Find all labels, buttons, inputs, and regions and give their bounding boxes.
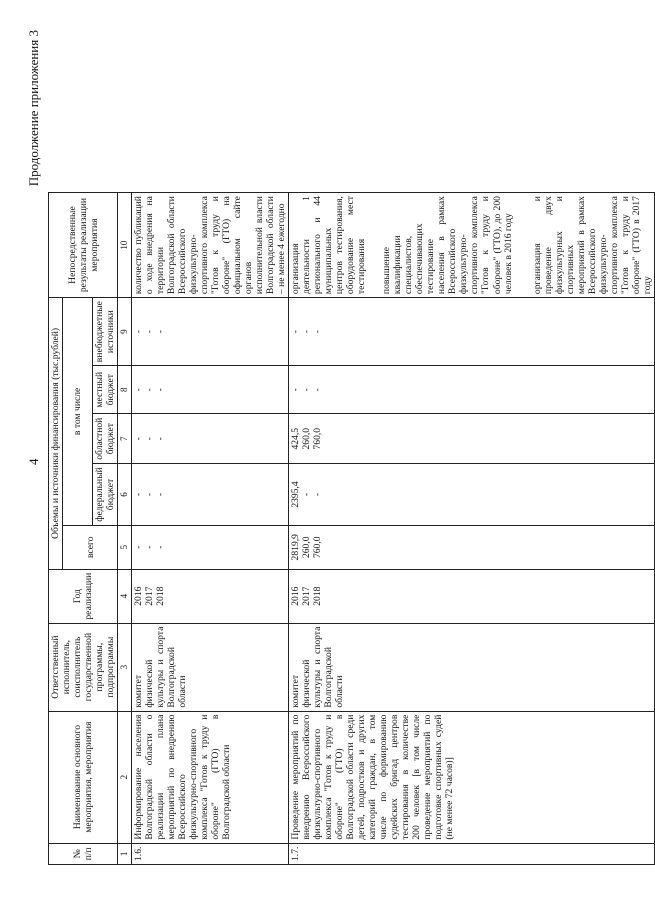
column-number-row — [118, 193, 131, 865]
appendix-heading: Продолжение приложения 3 — [26, 30, 41, 187]
column-number: 9 — [118, 298, 131, 366]
regional-cell — [288, 414, 654, 464]
amount-value: 424,5 — [289, 427, 301, 450]
activity-name: Проведение мероприятий по внедрению Всероссийского физкультурно-спортивного комплекса "Готов к труду и обороне" (ГТО) в Волгоградской области среди детей, подростков и других категорий граждан, в том числе по формированию судейских бригад центров тестирования в количестве 200 человек [в том числе проведение мероприятий по подготовке спортивных судей (не менее 72 часов)] — [288, 711, 654, 843]
amount-value: - — [154, 437, 166, 441]
local-cell — [288, 366, 654, 414]
years-cell — [288, 569, 654, 623]
header-total: всего — [63, 525, 118, 569]
results-cell — [131, 193, 288, 298]
year-value: 2017 — [143, 586, 155, 606]
regional-cell — [131, 414, 288, 464]
activity-name: Информирование населения Волгоградской области о реализации плана мероприятий по внедрению Всероссийского физкультурно-спортивного комплекса "Готов к труду и обороне" (ГТО) в Волгоградской области — [131, 711, 288, 843]
header-executor: Ответственный исполнитель, соисполнитель государственной программы, подпрограммы — [49, 623, 118, 711]
year-value: 2016 — [289, 586, 301, 606]
amount-value: - — [154, 388, 166, 392]
amount-value: - — [154, 545, 166, 549]
results-cell — [288, 193, 654, 298]
program-activities-table — [48, 192, 655, 865]
header-extra: внебюджетные источники — [93, 298, 118, 366]
amount-value: 760,0 — [312, 427, 324, 450]
executor: комитет физической культуры и спорта Волгоградской области — [288, 623, 654, 711]
column-number: 7 — [118, 414, 131, 464]
year-value: 2018 — [312, 586, 324, 606]
amount-value: 260,0 — [301, 536, 312, 559]
column-number: 5 — [118, 525, 131, 569]
table-row — [288, 193, 654, 865]
amount-value: - — [289, 388, 301, 392]
amount-value: - — [289, 330, 301, 334]
amount-value: 2395,4 — [289, 481, 301, 508]
years-cell — [131, 569, 288, 623]
column-number: 1 — [118, 843, 131, 864]
amount-value: - — [301, 388, 312, 392]
header-activity-name: Наименование основного мероприятия, мероприятия — [49, 711, 118, 843]
amount-value: - — [132, 492, 144, 497]
amount-value: - — [312, 492, 324, 497]
result-text: организация деятельности 1 регионального и 44 муниципальных центров тестирования, оборудование мест тестирования — [289, 196, 368, 295]
year-value: 2018 — [154, 586, 166, 606]
amount-value: - — [132, 330, 144, 334]
column-number: 4 — [118, 569, 131, 623]
column-number: 3 — [118, 623, 131, 711]
amount-value: 2819,9 — [289, 534, 301, 561]
amount-value: - — [132, 437, 144, 441]
extra-cell — [131, 298, 288, 366]
federal-cell — [288, 464, 654, 526]
header-financing: Объемы и источники финансирования (тыс.рублей) — [49, 298, 63, 570]
amount-value: - — [132, 545, 144, 549]
header-local: местный бюджет — [93, 366, 118, 414]
column-number: 10 — [118, 193, 131, 298]
federal-cell — [131, 464, 288, 526]
result-text: организация и проведение двух физкультурных и спортивных мероприятий в рамках Всероссийского физкультурно-спортивного комплекса "Готов к труду и обороне" (ГТО) в 2017 году — [531, 196, 653, 295]
amount-value: - — [154, 330, 166, 334]
amount-value: - — [301, 492, 312, 497]
amount-value: - — [143, 388, 155, 392]
year-value: 2016 — [132, 586, 144, 606]
amount-value: - — [143, 545, 155, 549]
amount-value: - — [312, 330, 324, 334]
header-federal: федеральный бюджет — [93, 464, 118, 526]
column-number: 2 — [118, 711, 131, 843]
total-cell — [131, 525, 288, 569]
local-cell — [131, 366, 288, 414]
header-regional: областной бюджет — [93, 414, 118, 464]
amount-value: - — [132, 388, 144, 392]
amount-value: - — [301, 330, 312, 334]
column-number: 8 — [118, 366, 131, 414]
extra-cell — [288, 298, 654, 366]
total-cell — [288, 525, 654, 569]
amount-value: 260,0 — [301, 427, 312, 450]
year-value: 2017 — [301, 586, 312, 606]
header-including: в том числе — [63, 298, 93, 526]
row-number: 1.6. — [131, 843, 288, 864]
amount-value: - — [143, 492, 155, 497]
result-text: повышение квалификации специалистов, обеспечивающих тестирование населения в рамках Всероссийского физкультурно-спортивного комплекса "Готов к труду и обороне" (ГТО), до 200 человек в 2016 году — [381, 196, 514, 295]
header-year: Год реализации — [49, 569, 118, 623]
amount-value: - — [312, 388, 324, 392]
executor: комитет физической культуры и спорта Волгоградской области — [131, 623, 288, 711]
page-number: 4 — [26, 458, 41, 465]
amount-value: - — [143, 330, 155, 334]
amount-value: - — [143, 437, 155, 441]
table-row — [131, 193, 288, 865]
column-number: 6 — [118, 464, 131, 526]
result-text: количество публикаций о ходе внедрения на территории Волгоградской области Всероссийского физкультурно-спортивного комплекса "Готов к труду и обороне" (ГТО) на официальном сайте органов исполнительной власти Волгоградской области – не менее 4 ежегодно — [132, 196, 287, 295]
row-number: 1.7. — [288, 843, 654, 864]
header-results: Непосредственные результаты реализации мероприятия — [49, 193, 118, 298]
amount-value: 760,0 — [312, 536, 324, 559]
amount-value: - — [154, 492, 166, 497]
header-number: № п/п — [49, 843, 118, 864]
